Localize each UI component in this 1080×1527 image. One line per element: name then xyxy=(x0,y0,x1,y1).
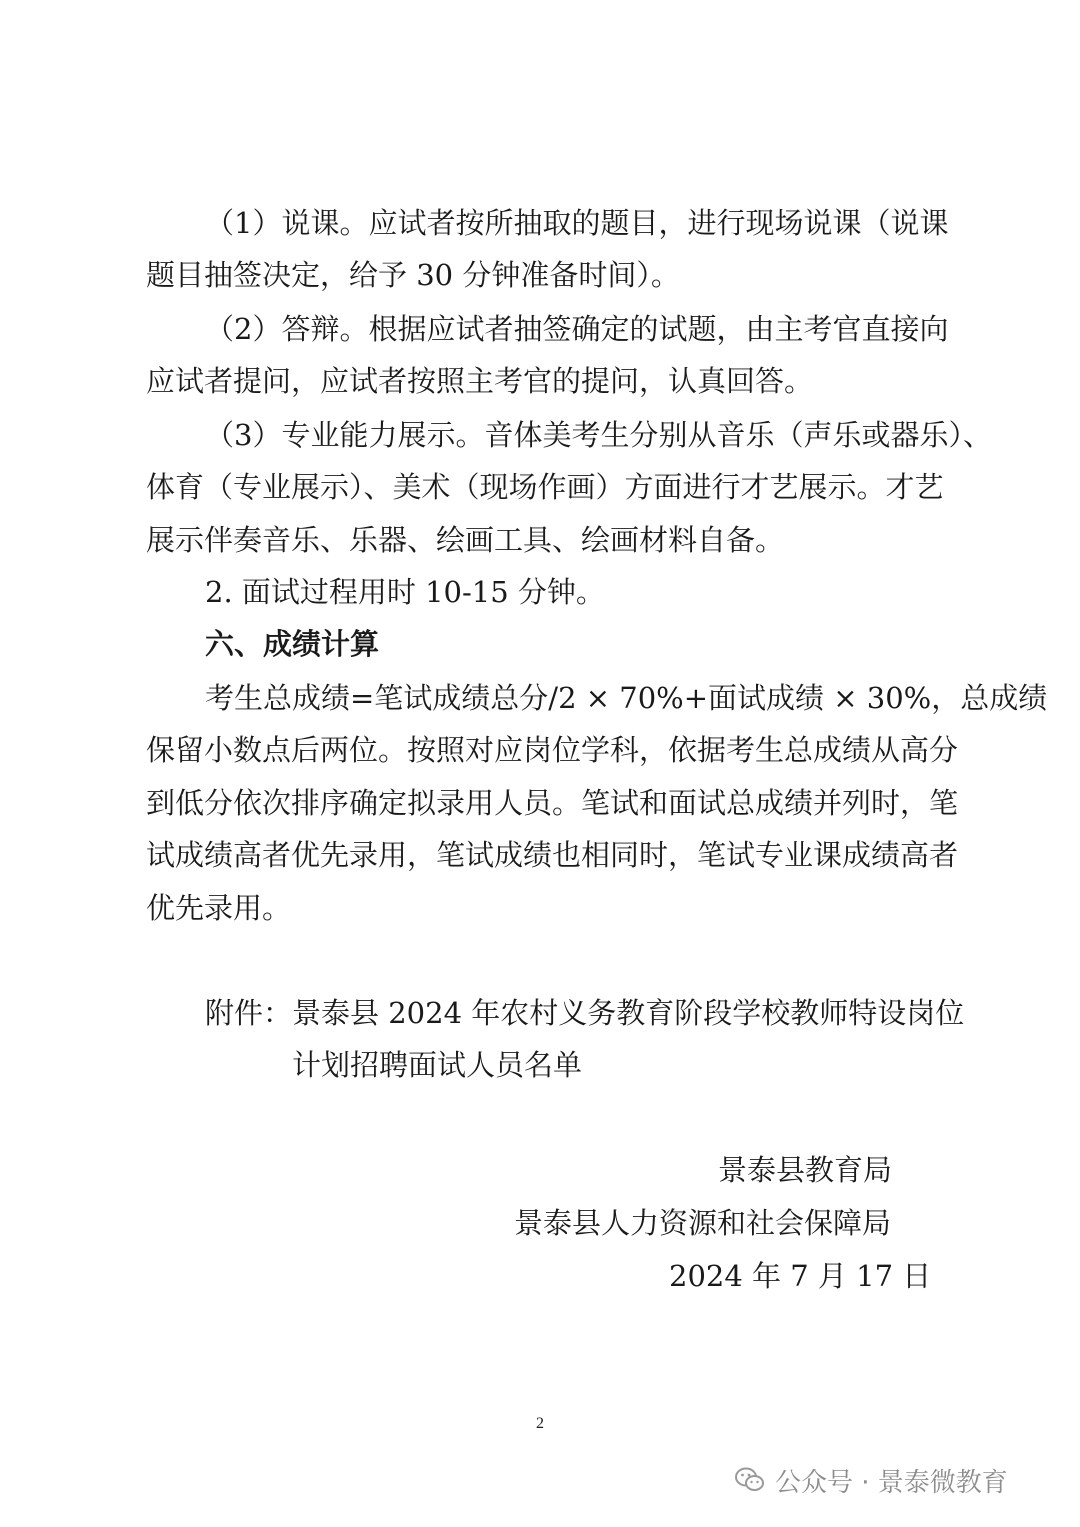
paragraph-line: （2）答辩。根据应试者抽签确定的试题，由主考官直接向 xyxy=(205,312,949,346)
paragraph-line: 体育（专业展示）、美术（现场作画）方面进行才艺展示。才艺 xyxy=(146,470,944,504)
signature-date: 2024 年 7 月 17 日 xyxy=(669,1259,932,1293)
paragraph-line: 题目抽签决定，给予 30 分钟准备时间）。 xyxy=(146,258,680,292)
attachment-line: 计划招聘面试人员名单 xyxy=(292,1048,583,1082)
paragraph-line: 试成绩高者优先录用，笔试成绩也相同时，笔试专业课成绩高者 xyxy=(146,838,959,872)
signature-org: 景泰县教育局 xyxy=(718,1153,893,1187)
watermark xyxy=(735,1460,1008,1500)
attachment-line: 附件：景泰县 2024 年农村义务教育阶段学校教师特设岗位 xyxy=(205,996,965,1030)
paragraph-line: 优先录用。 xyxy=(146,891,292,925)
signature-org: 景泰县人力资源和社会保障局 xyxy=(514,1206,892,1240)
paragraph-line: 展示伴奏音乐、乐器、绘画工具、绘画材料自备。 xyxy=(146,523,785,557)
paragraph-line: 到低分依次排序确定拟录用人员。笔试和面试总成绩并列时，笔 xyxy=(146,786,959,820)
watermark-text: 公众号 · 景泰微教育 xyxy=(775,1467,1008,1498)
paragraph-line: 保留小数点后两位。按照对应岗位学科，依据考生总成绩从高分 xyxy=(146,733,959,767)
paragraph-line: 2. 面试过程用时 10-15 分钟。 xyxy=(205,575,605,609)
paragraph-line: （3）专业能力展示。音体美考生分别从音乐（声乐或器乐）、 xyxy=(205,418,992,452)
paragraph-line: 应试者提问，应试者按照主考官的提问，认真回答。 xyxy=(146,364,814,398)
page-number: 2 xyxy=(536,1415,544,1432)
paragraph-line: 考生总成绩=笔试成绩总分/2 × 70%+面试成绩 × 30%，总成绩 xyxy=(205,681,1048,715)
paragraph-line: （1）说课。应试者按所抽取的题目，进行现场说课（说课 xyxy=(205,206,949,240)
wechat-icon xyxy=(735,1467,765,1493)
section-heading: 六、成绩计算 xyxy=(205,627,380,661)
